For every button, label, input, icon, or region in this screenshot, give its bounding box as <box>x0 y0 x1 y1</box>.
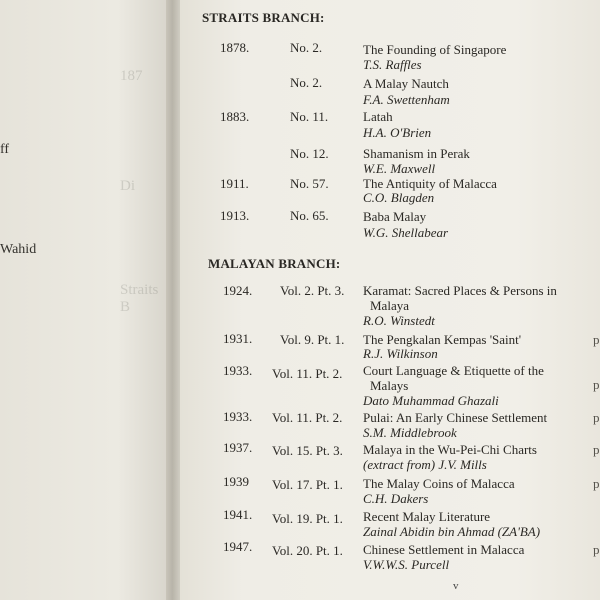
entry-year: 1911. <box>220 176 249 191</box>
entry-author: R.J. Wilkinson <box>363 346 438 361</box>
entry-year: 1937. <box>223 440 253 455</box>
entry-author: V.W.W.S. Purcell <box>363 557 450 572</box>
next-page-edge-letter: p <box>593 542 600 557</box>
entry-year: 1883. <box>220 109 250 124</box>
entry-number: No. 2. <box>290 75 323 90</box>
entry-number: No. 57. <box>290 176 329 191</box>
entry-author: C.H. Dakers <box>363 491 429 506</box>
entry-volume: Vol. 11. Pt. 2. <box>272 366 343 381</box>
entry-volume: Vol. 19. Pt. 1. <box>272 511 343 526</box>
entry-author: W.G. Shellabear <box>363 225 449 240</box>
entry-title: Shamanism in Perak <box>363 146 470 161</box>
entry-author: Zainal Abidin bin Ahmad (ZA'BA) <box>363 524 541 539</box>
entry-author: W.E. Maxwell <box>363 161 436 176</box>
entry-year: 1878. <box>220 40 250 55</box>
entry-author: Dato Muhammad Ghazali <box>363 393 499 408</box>
bleed-through-text: 187 <box>120 68 143 84</box>
entry-number: No. 2. <box>290 40 323 55</box>
entry-title: Latah <box>363 109 393 124</box>
entry-title-continued: Malaya <box>370 298 409 313</box>
next-page-edge-letter: p <box>593 332 600 347</box>
next-page-edge-letter: p <box>593 377 600 392</box>
left-fragment-ff: ff <box>0 142 10 157</box>
left-fragment-wahid: Wahid <box>0 242 37 257</box>
entry-title: Recent Malay Literature <box>363 509 491 524</box>
entry-author: H.A. O'Brien <box>363 125 432 140</box>
malayan-branch-heading: MALAYAN BRANCH: <box>208 256 341 271</box>
entry-year: 1939 <box>223 474 249 489</box>
entry-volume: Vol. 17. Pt. 1. <box>272 477 343 492</box>
entry-author: R.O. Winstedt <box>363 313 435 328</box>
page-number: v <box>453 580 459 592</box>
entry-volume: Vol. 15. Pt. 3. <box>272 443 343 458</box>
entry-author: S.M. Middlebrook <box>363 425 457 440</box>
entry-title: Pulai: An Early Chinese Settlement <box>363 410 548 425</box>
entry-title-continued: Malays <box>370 378 409 393</box>
entry-author: C.O. Blagden <box>363 190 435 205</box>
entry-title: Chinese Settlement in Malacca <box>363 542 525 557</box>
next-page-edge-letter: p <box>593 476 600 491</box>
entry-number: No. 11. <box>290 109 329 124</box>
next-page-edge-letter: p <box>593 410 600 425</box>
next-page-edge-letter: p <box>593 442 600 457</box>
entry-year: 1933. <box>223 409 253 424</box>
entry-title: A Malay Nautch <box>363 76 449 91</box>
entry-title: Malaya in the Wu-Pei-Chi Charts <box>363 442 537 457</box>
entry-volume: Vol. 11. Pt. 2. <box>272 410 343 425</box>
entry-year: 1941. <box>223 507 253 522</box>
entry-author: T.S. Raffles <box>363 57 422 72</box>
entry-volume: Vol. 20. Pt. 1. <box>272 543 343 558</box>
entry-title: The Antiquity of Malacca <box>363 176 497 191</box>
entry-number: No. 12. <box>290 146 329 161</box>
entry-number: No. 65. <box>290 208 329 223</box>
entry-year: 1913. <box>220 208 250 223</box>
entry-year: 1947. <box>223 539 253 554</box>
entry-author: F.A. Swettenham <box>363 92 450 107</box>
entry-title: Court Language & Etiquette of the <box>363 363 544 378</box>
entry-volume: Vol. 9. Pt. 1. <box>280 332 345 347</box>
straits-branch-heading: STRAITS BRANCH: <box>202 10 325 25</box>
bleed-through-text: Di <box>120 178 135 194</box>
entry-title: Baba Malay <box>363 209 427 224</box>
right-page <box>180 0 600 600</box>
entry-author: (extract from) J.V. Mills <box>363 457 487 472</box>
entry-title: The Pengkalan Kempas 'Saint' <box>363 332 522 347</box>
entry-year: 1931. <box>223 331 253 346</box>
left-page <box>0 0 168 600</box>
bleed-through-text: Straits B <box>120 282 159 315</box>
entry-title: Karamat: Sacred Places & Persons in <box>363 283 557 298</box>
entry-title: The Founding of Singapore <box>363 42 507 57</box>
entry-year: 1933. <box>223 363 253 378</box>
entry-year: 1924. <box>223 283 253 298</box>
entry-volume: Vol. 2. Pt. 3. <box>280 283 345 298</box>
entry-title: The Malay Coins of Malacca <box>363 476 515 491</box>
